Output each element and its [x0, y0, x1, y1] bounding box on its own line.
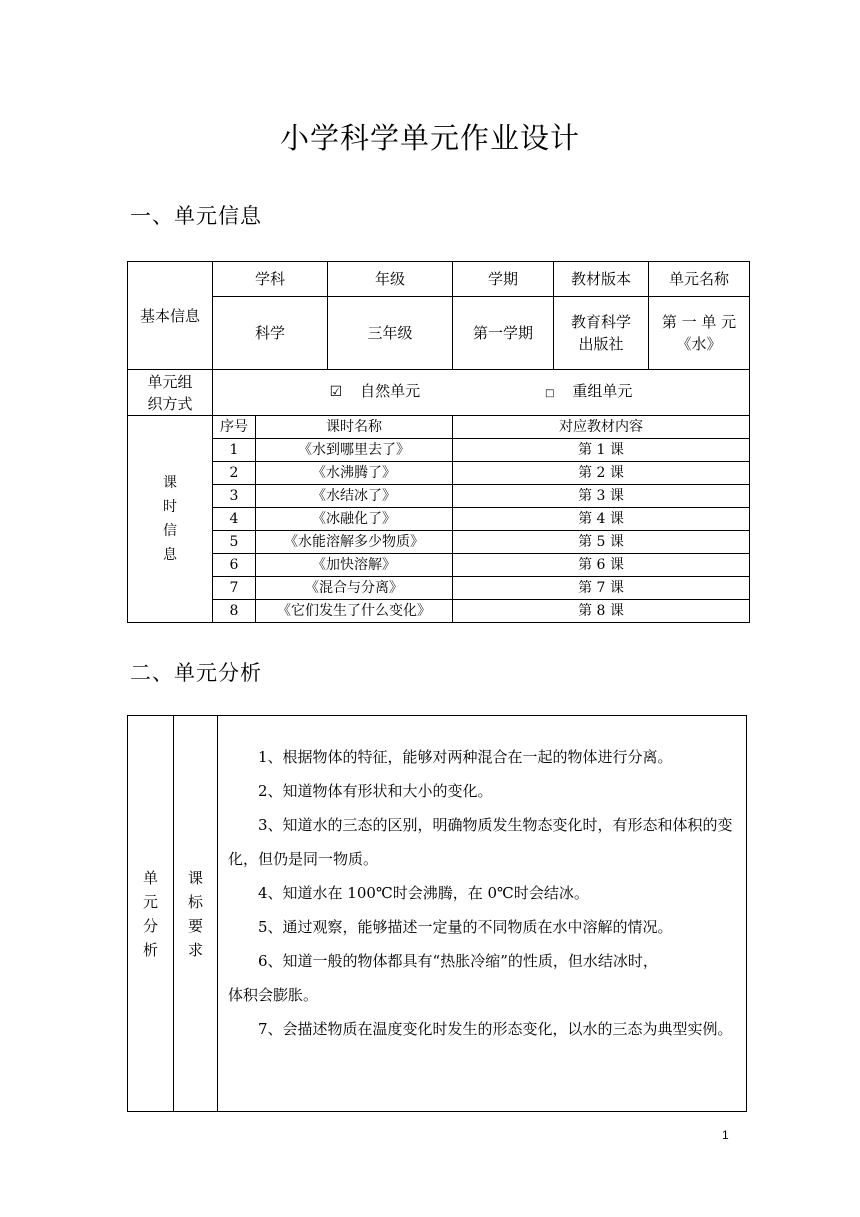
lesson-no: 3	[213, 485, 256, 508]
lesson-header-no: 序号	[213, 416, 256, 439]
requirement-item: 5、通过观察，能够描述一定量的不同物质在水中溶解的情况。	[258, 918, 673, 936]
basic-info-label: 基本信息	[128, 262, 213, 370]
requirements-content	[218, 716, 747, 1112]
lesson-name: 《冰融化了》	[256, 508, 453, 531]
requirement-item: 7、会描述物质在温度变化时发生的形态变化，以水的三态为典型实例。	[258, 1020, 733, 1038]
requirements-label: 课标要求	[174, 716, 218, 1112]
lesson-content: 第 7 课	[453, 577, 750, 600]
lesson-content: 第 1 课	[453, 439, 750, 462]
header-textbook: 教材版本	[554, 262, 649, 297]
value-unit-name: 第 一 单 元《水》	[649, 297, 750, 370]
lesson-header-content: 对应教材内容	[453, 416, 750, 439]
lesson-info-label: 课时信息	[128, 416, 213, 623]
lesson-content: 第 4 课	[453, 508, 750, 531]
section-heading-unit-analysis: 二、单元分析	[130, 661, 262, 685]
lesson-no: 6	[213, 554, 256, 577]
requirement-item: 2、知道物体有形状和大小的变化。	[258, 782, 493, 800]
page-number: 1	[722, 1128, 729, 1142]
lesson-no: 1	[213, 439, 256, 462]
option-natural-unit[interactable]	[330, 380, 421, 403]
table-row	[128, 508, 750, 531]
lesson-name: 《水结冰了》	[256, 485, 453, 508]
lesson-name: 《混合与分离》	[256, 577, 453, 600]
value-grade: 三年级	[328, 297, 453, 370]
table-row	[128, 554, 750, 577]
lesson-name: 《加快溶解》	[256, 554, 453, 577]
page-title: 小学科学单元作业设计	[279, 121, 580, 155]
value-term: 第一学期	[453, 297, 554, 370]
requirement-item: 1、根据物体的特征，能够对两种混合在一起的物体进行分离。	[258, 748, 673, 766]
value-subject: 科学	[213, 297, 328, 370]
org-options	[213, 370, 750, 416]
header-grade: 年级	[328, 262, 453, 297]
value-textbook: 教育科学出版社	[554, 297, 649, 370]
table-row	[128, 531, 750, 554]
lesson-no: 2	[213, 462, 256, 485]
lesson-content: 第 3 课	[453, 485, 750, 508]
option-regrouped-unit[interactable]	[545, 380, 632, 405]
table-row	[128, 462, 750, 485]
lesson-no: 4	[213, 508, 256, 531]
requirement-item: 体积会膨胀。	[228, 986, 319, 1004]
lesson-content: 第 6 课	[453, 554, 750, 577]
table-row	[128, 485, 750, 508]
section-heading-unit-info: 一、单元信息	[130, 204, 262, 228]
lesson-name: 《它们发生了什么变化》	[256, 600, 453, 623]
lesson-content: 第 2 课	[453, 462, 750, 485]
lesson-header-name: 课时名称	[256, 416, 453, 439]
lesson-content: 第 5 课	[453, 531, 750, 554]
unit-info-table	[127, 261, 750, 623]
lesson-no: 7	[213, 577, 256, 600]
lesson-name: 《水沸腾了》	[256, 462, 453, 485]
option-natural-unit-label: 自然单元	[360, 382, 421, 400]
option-regrouped-unit-label: 重组单元	[572, 382, 633, 400]
table-row	[128, 577, 750, 600]
lesson-no: 5	[213, 531, 256, 554]
table-row	[128, 600, 750, 623]
checked-box-icon[interactable]: ☑	[329, 384, 343, 400]
requirement-item: 4、知道水在 100℃时会沸腾，在 0℃时会结冰。	[258, 884, 589, 902]
lesson-name: 《水能溶解多少物质》	[256, 531, 453, 554]
header-unit-name: 单元名称	[649, 262, 750, 297]
lesson-no: 8	[213, 600, 256, 623]
requirement-item: 6、知道一般的物体都具有“热胀冷缩”的性质，但水结冰时，	[258, 952, 658, 970]
requirement-item: 3、知道水的三态的区别，明确物质发生物态变化时，有形态和体积的变化，但仍是同一物质。	[228, 816, 733, 868]
lesson-content: 第 8 课	[453, 600, 750, 623]
org-label: 单元组织方式	[128, 370, 213, 416]
lesson-name: 《水到哪里去了》	[256, 439, 453, 462]
header-subject: 学科	[213, 262, 328, 297]
unit-analysis-table	[127, 715, 747, 1112]
table-row	[128, 439, 750, 462]
header-term: 学期	[453, 262, 554, 297]
analysis-label: 单元分析	[128, 716, 174, 1112]
empty-box-icon[interactable]: □	[544, 388, 555, 399]
